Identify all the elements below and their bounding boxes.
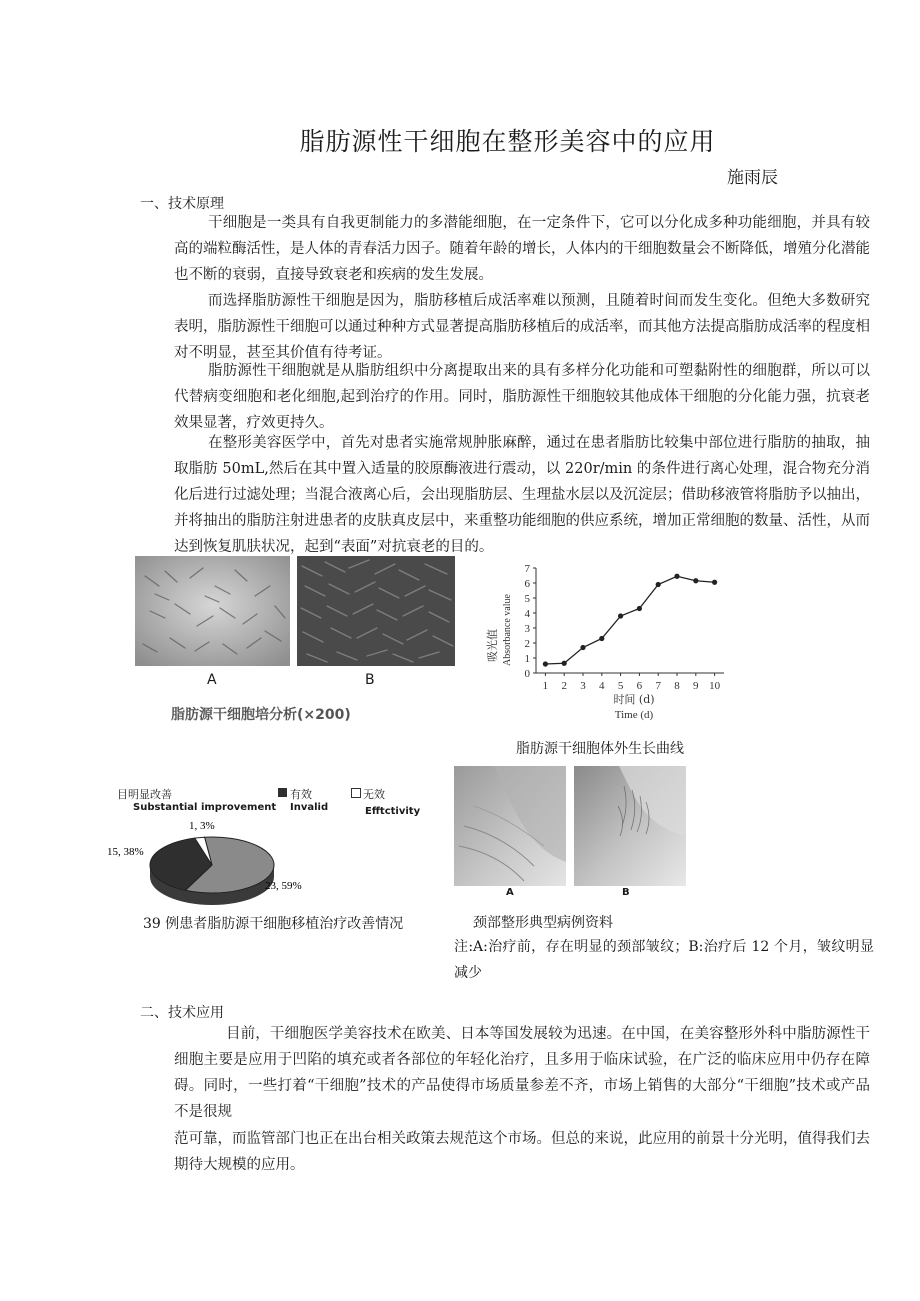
micrograph-a [135, 556, 290, 666]
micrograph-b-label: B [365, 672, 375, 688]
legend-substantial-en: Substantial improvement [133, 802, 277, 813]
x-tick-label: 4 [599, 680, 605, 692]
neck-photo-after [574, 766, 686, 886]
x-axis-label-cn: 时间 (d) [613, 693, 655, 706]
legend-invalid-en: Efftctivity [365, 806, 421, 817]
y-axis-label-cn: 吸光值 [486, 629, 499, 662]
growth-data-point [656, 582, 661, 587]
pie-caption: 39 例患者脂肪源干细胞移植治疗改善情况 [143, 916, 404, 932]
y-axis-label-en: Absorbance value [502, 594, 513, 666]
x-tick-label: 10 [709, 680, 721, 692]
paragraph-3: 脂肪源性干细胞就是从脂肪组织中分离提取出来的具有多样分化功能和可塑黏附性的细胞群，所以可以代替病变细胞和老化细胞,起到治疗的作用。同时，脂肪源性干细胞较其他成体干细胞的分化能力强，抗衰老效果显著，疗效更持久。 [174, 363, 870, 431]
growth-data-point [580, 645, 585, 650]
micrograph-caption: 脂肪源干细胞培分析(×200) [171, 707, 351, 723]
section-heading-application: 二、技术应用 [140, 1005, 224, 1021]
x-axis-label-en: Time (d) [614, 709, 654, 721]
neck-note: 注:A:治疗前，存在明显的颈部皱纹；B:治疗后 12 个月，皱纹明显减少 [454, 939, 874, 981]
neck-caption: 颈部整形典型病例资料 [473, 915, 613, 931]
growth-curve-caption: 脂肪源干细胞体外生长曲线 [516, 741, 684, 757]
x-tick-label: 3 [580, 680, 586, 692]
y-tick-label: 5 [524, 593, 530, 605]
page-title: 脂肪源性干细胞在整形美容中的应用 [299, 127, 716, 156]
legend-swatch-valid [278, 788, 287, 797]
legend-invalid-cn: 无效 [363, 788, 385, 801]
section-heading-principle: 一、技术原理 [140, 196, 224, 212]
paragraph-4: 在整形美容医学中，首先对患者实施常规肿胀麻醉，通过在患者脂肪比较集中部位进行脂肪的抽取，抽取脂肪 50mL,然后在其中置入适量的胶原酶液进行震动，以 220r/min 的条件进行离心处理，混合物充分消化后进行过滤处理；当混合液离心后，会出现脂肪层、生理盐水层以及沉淀层；借助移液管将脂肪予以抽出，并将抽出的脂肪注射进患者的皮肤真皮层中，来重整功能细胞的供应系统，增加正常细胞的数量、活性，从而达到恢复肌肤状况，起到“表面”对抗衰老的目的。 [174, 435, 870, 555]
neck-photo-a-label: A [506, 887, 514, 898]
improvement-pie-chart [105, 815, 305, 905]
growth-series-line [545, 576, 714, 664]
growth-curve-chart [484, 556, 740, 724]
y-tick-label: 4 [524, 608, 530, 620]
legend-swatch-invalid [351, 788, 361, 798]
y-tick-label: 1 [524, 653, 530, 665]
x-tick-label: 5 [617, 680, 624, 692]
neck-photo-before [454, 766, 566, 886]
y-tick-label: 0 [524, 668, 530, 680]
neck-case-figure [454, 766, 686, 901]
x-tick-label: 6 [636, 680, 643, 692]
x-tick-label: 1 [542, 680, 549, 692]
y-tick-label: 3 [524, 623, 530, 635]
neck-photo-b-label: B [622, 887, 630, 898]
x-tick-label: 8 [674, 680, 680, 692]
micrograph-a-label: A [207, 672, 217, 688]
growth-data-point [599, 636, 604, 641]
x-tick-label: 2 [561, 680, 567, 692]
paragraph-6: 范可靠，而监管部门也正在出台相关政策去规范这个市场。但总的来说，此应用的前景十分光明，值得我们去期待大规模的应用。 [174, 1131, 870, 1173]
growth-data-point [618, 613, 623, 618]
paragraph-5: 目前，干细胞医学美容技术在欧美、日本等国发展较为迅速。在中国，在美容整形外科中脂肪源性干细胞主要是应用于凹陷的填充或者各部位的年轻化治疗，且多用于临床试验，在广泛的临床应用中仍存在障碍。同时，一些打着“干细胞”技术的产品使得市场质量参差不齐，市场上销售的大部分“干细胞”技术或产品不是很规 [174, 1026, 870, 1120]
cell-culture-figure [135, 556, 455, 726]
x-tick-label: 7 [655, 680, 661, 692]
growth-data-point [637, 606, 642, 611]
legend-substantial-cn: 目明显改善 [117, 788, 172, 801]
y-tick-label: 2 [524, 638, 530, 650]
paragraph-2: 而选择脂肪源性干细胞是因为，脂肪移植后成活率难以预测，且随着时间而发生变化。但绝大多数研究表明，脂肪源性干细胞可以通过种种方式显著提高脂肪移植后的成活率，而其他方法提高脂肪成活率的程度相对不明显，甚至其价值有待考证。 [174, 293, 870, 361]
growth-data-point [693, 578, 698, 583]
growth-data-point [543, 661, 548, 666]
y-tick-label: 6 [524, 578, 530, 590]
micrograph-b [297, 556, 455, 666]
pie-label-substantial: 23, 59% [265, 880, 302, 892]
author-name: 施雨辰 [727, 168, 778, 188]
pie-label-invalid: 1, 3% [189, 820, 215, 832]
x-tick-label: 9 [693, 680, 699, 692]
growth-data-point [674, 574, 679, 579]
legend-valid-en: Invalid [290, 802, 329, 813]
legend-valid-cn: 有效 [290, 788, 312, 801]
y-tick-label: 7 [524, 563, 530, 575]
pie-label-valid: 15, 38% [107, 846, 144, 858]
paragraph-1: 干细胞是一类具有自我更制能力的多潜能细胞，在一定条件下，它可以分化成多种功能细胞，并具有较高的端粒酶活性，是人体的青春活力因子。随着年龄的增长，人体内的干细胞数量会不断降低，增殖分化潜能也不断的衰弱，直接导致衰老和疾病的发生发展。 [174, 215, 870, 283]
growth-data-point [712, 580, 717, 585]
growth-data-point [562, 661, 567, 666]
